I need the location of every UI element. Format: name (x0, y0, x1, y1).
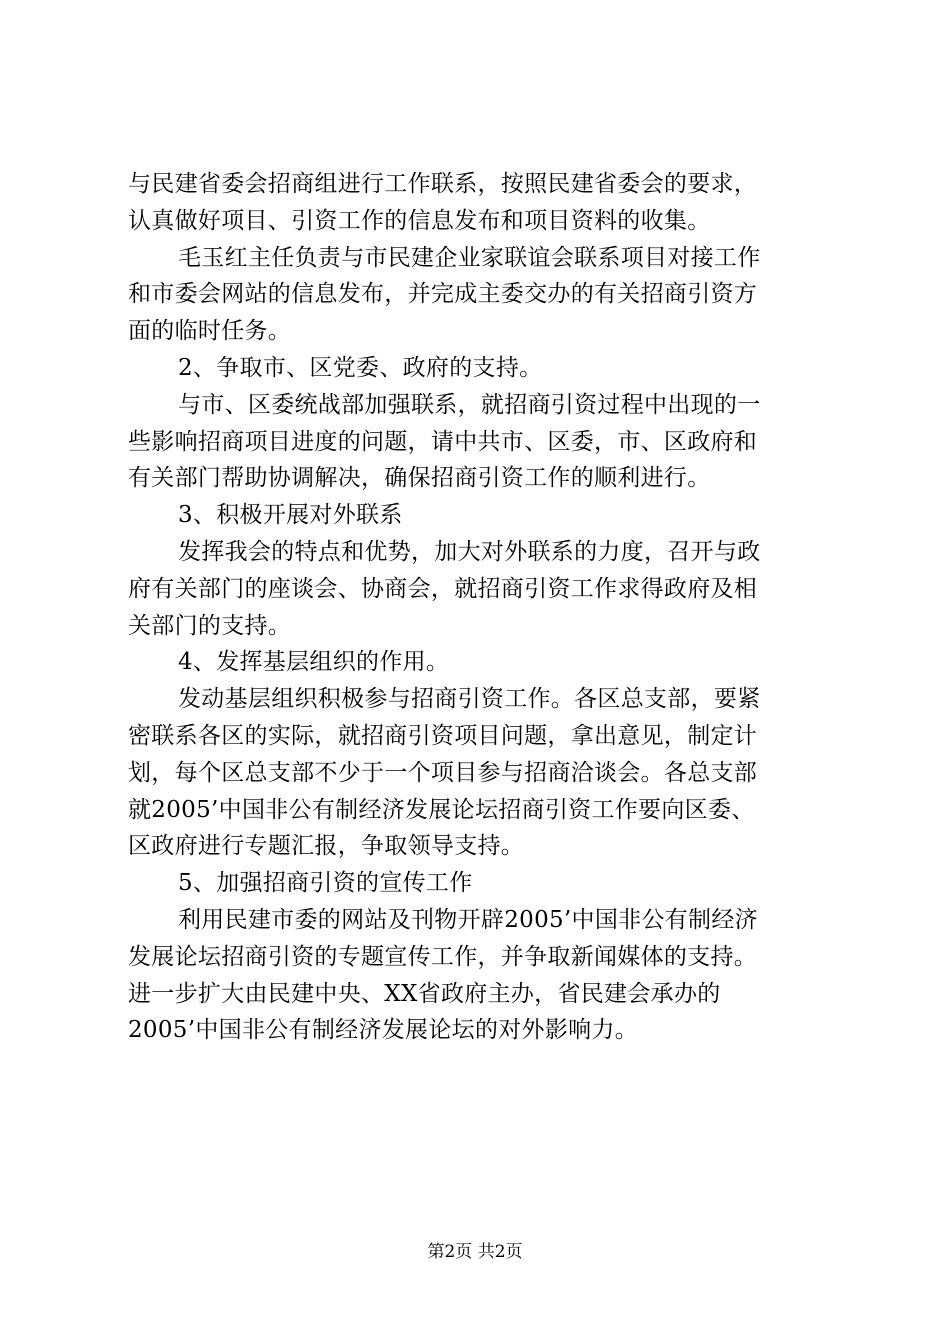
page-number-footer: 第2页 共2页 (427, 1242, 523, 1262)
paragraph-start-line: 毛玉红主任负责与市民建企业家联谊会联系项目对接工作 (178, 244, 761, 271)
paragraph-start-line: 发动基层组织积极参与招商引资工作。各区总支部，要紧 (178, 686, 761, 713)
text-line: 与民建省委会招商组进行工作联系，按照民建省委会的要求， (128, 171, 758, 197)
text-line: 和市委会网站的信息发布，并完成主委交办的有关招商引资方 (128, 281, 758, 308)
text-line: 些影响招商项目进度的问题，请中共市、区委，市、区政府和 (128, 428, 758, 455)
text-line: 进一步扩大由民建中央、XX省政府主办，省民建会承办的 (128, 980, 721, 1007)
text-line: 就2005’中国非公有制经济发展论坛招商引资工作要向区委、 (128, 796, 755, 823)
paragraph-start-line: 利用民建市委的网站及刊物开辟2005’中国非公有制经济 (178, 906, 758, 933)
text-line: 面的临时任务。 (128, 318, 292, 345)
paragraph-start-line: 发挥我会的特点和优势，加大对外联系的力度，召开与政 (178, 538, 761, 565)
text-line: 有关部门帮助协调解决，确保招商引资工作的顺利进行。 (128, 465, 711, 492)
section-heading-3: 3、积极开展对外联系 (178, 502, 403, 529)
text-line: 认真做好项目、引资工作的信息发布和项目资料的收集。 (128, 207, 711, 234)
text-line: 区政府进行专题汇报，争取领导支持。 (128, 833, 525, 860)
text-line: 密联系各区的实际，就招商引资项目问题，拿出意见，制定计 (128, 722, 758, 749)
text-line: 发展论坛招商引资的专题宣传工作，并争取新闻媒体的支持。 (128, 943, 758, 970)
text-line: 府有关部门的座谈会、协商会，就招商引资工作求得政府及相 (128, 575, 758, 602)
text-line: 划，每个区总支部不少于一个项目参与招商洽谈会。各总支部 (128, 759, 758, 786)
text-line: 关部门的支持。 (128, 612, 292, 639)
text-line: 2005’中国非公有制经济发展论坛的对外影响力。 (128, 1017, 639, 1044)
section-heading-2: 2、争取市、区党委、政府的支持。 (178, 354, 543, 381)
paragraph-start-line: 与市、区委统战部加强联系，就招商引资过程中出现的一 (178, 391, 761, 418)
section-heading-5: 5、加强招商引资的宣传工作 (178, 870, 473, 897)
section-heading-4: 4、发挥基层组织的作用。 (178, 649, 450, 676)
document-body (128, 166, 833, 1049)
